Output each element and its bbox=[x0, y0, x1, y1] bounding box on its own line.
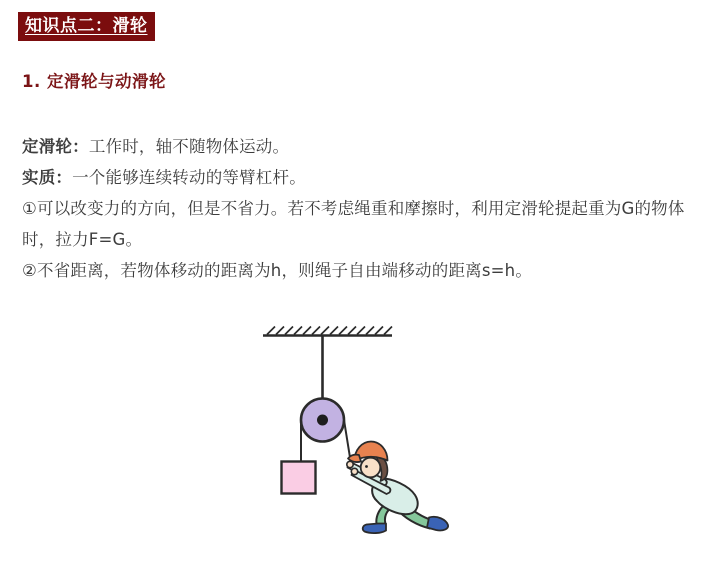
point-1-text: ①可以改变力的方向，但是不省力。若不考虑绳重和摩擦时，利用定滑轮提起重为G的物体时，拉力F=G。 bbox=[22, 199, 685, 249]
point-1-line bbox=[22, 193, 698, 255]
fixed-pulley-diagram bbox=[240, 313, 470, 548]
pulley-axle bbox=[317, 415, 328, 426]
ceiling-hatch-mark bbox=[348, 327, 356, 335]
ceiling-hatch-mark bbox=[276, 327, 284, 335]
ceiling-hatch-mark bbox=[303, 327, 311, 335]
definition-label: 定滑轮： bbox=[22, 137, 89, 156]
person-eye bbox=[365, 465, 368, 468]
subsection-heading: 1. 定滑轮与动滑轮 bbox=[22, 72, 166, 91]
ceiling-hatch-mark bbox=[384, 327, 392, 335]
ceiling-hatch-mark bbox=[321, 327, 329, 335]
section-badge-label: 知识点二：滑轮 bbox=[25, 16, 148, 36]
person-pulling-rope bbox=[347, 442, 448, 534]
person-back-shoe bbox=[427, 517, 448, 531]
ceiling-hatch bbox=[267, 327, 392, 335]
ceiling-hatch-mark bbox=[366, 327, 374, 335]
point-2-text: ②不省距离，若物体移动的距离为h，则绳子自由端移动的距离s=h。 bbox=[22, 261, 533, 280]
essence-line bbox=[22, 162, 698, 193]
essence-label: 实质： bbox=[22, 168, 73, 187]
definition-text: 工作时，轴不随物体运动。 bbox=[88, 137, 290, 156]
content-paragraphs bbox=[22, 131, 698, 286]
person-hand-bottom bbox=[351, 468, 357, 474]
weight-box bbox=[282, 462, 316, 494]
ceiling-hatch-mark bbox=[267, 327, 275, 335]
person-front-shoe bbox=[363, 524, 386, 534]
ceiling-hatch-mark bbox=[375, 327, 383, 335]
ceiling-hatch-mark bbox=[294, 327, 302, 335]
ceiling-hatch-mark bbox=[339, 327, 347, 335]
person-face bbox=[361, 458, 381, 478]
definition-line bbox=[22, 131, 698, 162]
ceiling-hatch-mark bbox=[357, 327, 365, 335]
essence-text: 一个能够连续转动的等臂杠杆。 bbox=[72, 168, 306, 187]
person-hand-top bbox=[347, 461, 353, 467]
point-2-line bbox=[22, 255, 698, 286]
ceiling-hatch-mark bbox=[285, 327, 293, 335]
section-badge bbox=[18, 12, 155, 41]
ceiling-hatch-mark bbox=[312, 327, 320, 335]
ceiling-hatch-mark bbox=[330, 327, 338, 335]
